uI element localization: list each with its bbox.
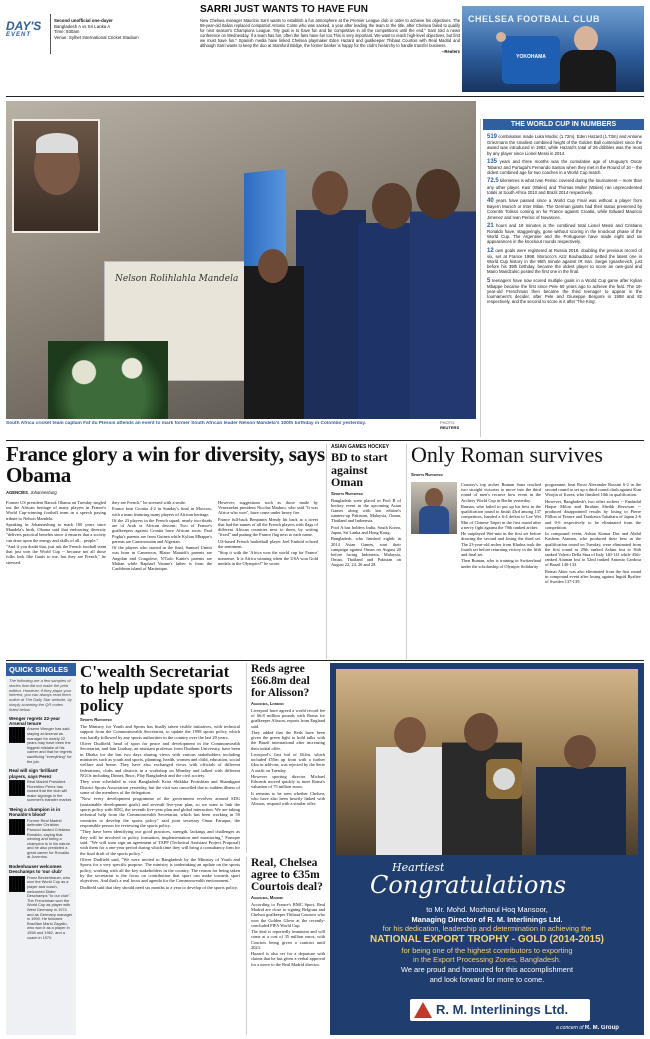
cwealth-paragraph: "They have been identifying our good practices, strength, lackings and challenges as they will be involved in policy formation, implementation and monitoring," Faruque said. "We will soon sign an agreement of TAPP (Technical Assistant Project Proposal) with them for a one-year period during which time they will bring a consultancy firm for the final draft of the sports policy." [80, 829, 240, 856]
hockey-paragraph: Bangladesh were placed in Pool B of hockey event in the upcoming Asian Games along with last edition's runners-up Pakistan, Malaysia, Oman, Thailand and Indonesia. [331, 497, 401, 524]
cwealth-headline: C'wealth Secretariat to help update sports policy [80, 663, 233, 715]
sarri-source: --Reuters [441, 49, 460, 55]
sarri-headline-rest: JUST WANTS TO HAVE FUN [231, 5, 368, 15]
photo-credit-label: PHOTO: [440, 421, 456, 425]
cwealth-paragraph: Dudfield said that they should need six months to a year to develop of the sports policy. [80, 884, 238, 890]
hockey-headline: BD to start against Oman [331, 450, 388, 489]
hockey-paragraph: Bangladesh, who finished eighth in 2014 Asian Games, start their campaign against Oman on August 20 before facing Indonesia, Malaysia, Oman, Thailand and Pakistan on August 22, 24, 26 and 28. [331, 536, 401, 568]
wc-item [487, 159, 642, 176]
obama-paragraph: France beat Croatia 4-2 in Sunday's final in Moscow, with a team featuring many players of African heritage. [112, 506, 212, 517]
ad-concern-prefix: a concern of [556, 1025, 584, 1031]
obama-paragraph: Former US president Barack Obama on Tuesday singled out the African heritage of many players in France's World Cup-winning football team in a speech paying tribute to Nelson Mandela. [6, 500, 106, 521]
player-2-head [372, 183, 412, 229]
wc-item-number: 72.5 [487, 178, 499, 185]
ad-logo-icon [414, 1002, 432, 1018]
ad-logo-bar [410, 999, 590, 1021]
event-line2: Time: 930am [54, 29, 80, 35]
obama-paragraph: they are French," he stressed with a smile. [112, 500, 187, 505]
qr-code-icon [9, 780, 25, 796]
cwealth-paragraph: The Ministry for Youth and Sports has finally taken visible initiatives, with technical support from the Commonwealth Secretariat, to update the 1998 sports policy which was hardly followed by any sports authorities in the country over the last 20 years. [80, 724, 240, 740]
sarri-body [200, 18, 460, 48]
hockey-body [331, 498, 401, 568]
quick-single-body: Former Real Madrid defender Christian Panucci lauded Cristiano Ronaldo, saying that winning and being a champion is in his nature and he also predicted a great career for Ronaldo at Juventus. [27, 817, 71, 860]
photo-credit [440, 421, 476, 431]
woman-head [258, 249, 288, 283]
hockey-kicker: ASIAN GAMES HOCKEY [331, 444, 390, 450]
qr-code-icon [9, 819, 25, 835]
quick-single-item [9, 807, 73, 860]
hockey-byline: Sports Reporter [331, 490, 363, 496]
roman-photo-body [419, 506, 449, 534]
obama-paragraph: Speaking in Johannesburg to mark 100 years since Mandela's birth, Obama said that embracing diversity "delivers practical benefits since it ensures that a society can draw upon the energy and skills of all... people." [6, 522, 106, 543]
photo-credit-source: REUTERS [440, 424, 460, 430]
quick-single-row [9, 727, 73, 764]
obama-story [6, 444, 326, 659]
event-label-line1: DAY'S [6, 20, 42, 33]
wc-item [487, 198, 642, 220]
top-rule [6, 96, 644, 97]
ad-group-name: R. M. Group [584, 1025, 619, 1031]
quick-single-title: Wenger regrets 22-year Arsenal tenure [9, 715, 60, 726]
qr-code-icon [9, 876, 25, 892]
ad-photo [336, 669, 638, 855]
quick-single-row [9, 876, 73, 940]
ad-line2: Managing Director of R. M. Interlinings Ltd. [411, 914, 563, 924]
player-1-head [312, 171, 348, 215]
ad-line5: for being one of the highest contributors to exporting [401, 945, 573, 955]
sarri-story [200, 5, 460, 93]
roman-paragraph: He outplayed Wei-min in the first set before drawing the second and losing the third set. The 23-year-old archer from Khulna took the fourth set before returning victory in the fifth and final set. [461, 531, 541, 558]
courtois-body [251, 902, 325, 967]
alisson-paragraph: Liverpool's first bid of £62m, which included £55m up front with a further £4m in add-ons, was rejected by the Serie A outfit on Tuesday. [251, 752, 325, 773]
jersey-sponsor: YOKOHAMA [516, 54, 546, 60]
event-details [54, 18, 202, 40]
woman-figure [244, 249, 304, 419]
sarri-body-text: New Chelsea manager Maurizio Sarri wants to establish a fun atmosphere at the Premier League club in order to achieve his objectives. The 59-year-old Italian replaced compatriot Antonio Conte who was sacked, a year after leading the team to the title, after Chelsea failed to qualify for next season's Champions League. "My goal is to have fun and be competitive in all the competitions until the end," Sarri told a news conference on Wednesday. If a team has fun, often the fans have fun too.This is very important. We want to reach high-level objectives, but first we must have fun." Spanish media have linked Chelsea playmaker Eden Hazard and goalkeeper Thibaut Courtois with Real Madrid and although Sarri wants to keep the duo at Stamford Bridge, the former banker is happy for the club's hierarchy to handle transfer business. [200, 18, 460, 48]
roman-col2 [545, 482, 641, 656]
quick-single-body: Real Madrid President Florentino Perez has vowed that the club will make signings in the summer's transfer market. [27, 778, 73, 803]
ad-person1-head [394, 717, 426, 753]
main-photo-caption-text: South Africa cricket team captain Faf du Plessis attends an event to mark former South African leader Nelson Mandela's 100th birthday in Colombo yesterday. [6, 421, 367, 426]
event-label [6, 20, 48, 50]
cwealth-story [80, 663, 242, 1035]
main-photo-caption [6, 421, 396, 427]
ad-company-name: R. M. Interlinings Ltd. [436, 1002, 569, 1017]
wc-item [487, 278, 642, 305]
flower-wreath [48, 341, 168, 419]
wc-item-number: 12 [487, 247, 494, 254]
ad-line6: in the Export Processing Zones, Bangladesh. [413, 955, 561, 965]
obama-paragraph: "And if you doubt that, just ask the French football team that just won the World Cup -- because not all those folks look like Gauls to me, but they are French," he stressed. [6, 544, 106, 565]
quick-single-row [9, 819, 73, 860]
mandela-portrait [12, 119, 100, 233]
portrait-hair [36, 133, 78, 153]
hand-left [496, 32, 506, 42]
roman-paragraph: In compound event, Ashim Kumar Das and Abdul Kashem Aiaman, who produced their best in the qualification round on Tuesday, were eliminated from the first round as 29th ranked Ashim lost to 36th ranked Valerio Della Stua of Italy 140-141 while 45th-ranked Aiaman lost to 52nd ranked Antonio Cardosa of Brazil 140-133. [545, 531, 641, 568]
sarri-figure-body [560, 50, 616, 92]
wc-item-number: 40 [487, 198, 494, 205]
alisson-paragraph: Liverpool have agreed a world record fee of 66.8 million pounds with Roma for goalkeeper Alisson, reports from England said. [251, 708, 325, 729]
roman-paragraph: Country's top archer Ruman Sana reached two straight victories to move into the third round of men's recurve bow event in the Archery World Cup in Berlin yesterday. [461, 482, 541, 503]
alisson-body [251, 708, 325, 806]
courtois-story [246, 857, 326, 1035]
courtois-paragraph: According to France's RMC Sport, Real Madrid are close to signing Belgium and Chelsea goalkeeper Thibaut Courtois who won the Golden Glove at the recently-concluded FIFA World Cup. [251, 902, 325, 928]
quick-single-title: 'Being a champion is in Ronaldo's blood' [9, 806, 61, 818]
sarri-headline [200, 5, 460, 15]
quick-singles [6, 663, 76, 1035]
ad-concern [556, 1025, 619, 1031]
event-line3: Venue: Sylhet International Cricket Stadium [54, 34, 139, 40]
wc-item-number: 5 [487, 277, 491, 284]
sarri-photo-banner: CHELSEA FOOTBALL CLUB [468, 14, 600, 24]
quick-single-body: Arsene Wenger has said staying at Arsenal as manager for nearly 22 years may have been the biggest mistake of his career and that he regrets sacrificing "everything" for the job. [27, 726, 72, 764]
ad-person2-head [464, 713, 498, 751]
ad-photo-person3 [536, 729, 626, 855]
quick-singles-intro: The following are a few samples of stories that did not make the print edition. However, if they pique your interest, you can always read them online at The Daily Star website, by simply scanning the QR codes listed below. [9, 678, 72, 712]
quick-single-body: Franz Beckenbauer, who won the World Cup as a player and coach, welcomed Didier Deschamps "to our club". The Frenchman won the World Cup as player with West Germany in 1974 and as Germany manager in 1990. He followed Brazilian Mario Zagallo, who won it as a player in 1958 and 1962, and a coach in 1970. [27, 874, 73, 940]
ad-photo-person1 [376, 709, 446, 855]
hockey-story [326, 444, 402, 659]
obama-byline: AGENCIES, Johannesburg [6, 490, 57, 495]
player-3 [410, 131, 476, 419]
roman-paragraph: Then Ruman, who is training in Switzerland under the scholarship of Olympic Solidarity [461, 558, 541, 569]
cwealth-body [80, 724, 240, 890]
cwealth-paragraph: They were scheduled to visit Bangladesh Krira Shikkha Protishtan and Shamkgani District Sports Association yesterday, but the visit was cancelled due to sudden illness of some of the members of the delegation. [80, 779, 240, 795]
wc-header: THE WORLD CUP IN NUMBERS [483, 119, 644, 130]
wc-item [487, 223, 642, 245]
obama-col3 [218, 500, 318, 655]
courtois-paragraph: Hazard is also set for a departure with claims that he has given a verbal approval for a move to the Real Madrid director. [251, 951, 325, 967]
main-photo [6, 101, 476, 419]
ad-line4: NATIONAL EXPORT TROPHY - GOLD (2014-2015) [370, 933, 604, 945]
event-label-line2: EVENT [6, 32, 32, 38]
roman-photo-head [425, 488, 443, 508]
alisson-paragraph: It remains to be seen whether Chelsea, who have also been heavily linked with Alisson, respond with a similar offer. [251, 790, 325, 807]
quick-single-row [9, 780, 73, 803]
wc-item-text: hours and 18 minutes is the combined total Lionel Messi and Cristiano Ronaldo have, staggeringly, gone without scoring in the knockout phase of the World Cup. The Argentine and the Portuguese have made eight and six appearances in the knockout rounds respectively. [487, 222, 642, 245]
world-cup-numbers [480, 119, 644, 437]
ad-person3-head [564, 735, 596, 769]
jersey-held [502, 36, 560, 84]
quick-single-item [9, 768, 73, 803]
quick-singles-list [6, 716, 76, 941]
wc-item-text: own goals were registered at Russia 2018, doubling the previous record of six, set at France 1998. Morocco's Aziz Bouhaddouz netted the latest one in World Cup history in the 95th minute against IR Iran. Sergei Ignashevich, just before his 39th birthday, became the oldest player to score an own-goal and Mario Mandzukic posted the first one in the final. [487, 247, 642, 275]
wc-item [487, 178, 642, 195]
quick-single-title: Real will sign 'brilliant' players, says Perez [9, 768, 59, 779]
sarri-figure-head [574, 26, 598, 52]
ad-line1: to Mr. Mohd. Mozharul Hoq Mansoor, [426, 905, 548, 914]
alisson-headline: Reds agree £66.8m deal for Alisson? [251, 663, 310, 699]
quick-single-item [9, 716, 73, 765]
alisson-story [246, 663, 326, 853]
hockey-paragraph: Pool A has holders India, South Korea, Japan, Sri Lanka and Hong Kong. [331, 524, 401, 535]
roman-paragraph: Romai Akter was also eliminated from the first round in compound event after losing against Ingrid Ryaliev of Sweden 137-139. [545, 568, 641, 585]
obama-byline-src: AGENCIES [6, 490, 28, 495]
obama-paragraph: US-based French basketball player Joel Embiid echoed the sentiment. [218, 538, 318, 549]
alisson-paragraph: They added that the Reds have been given the green light to hold talks with the Brazil international after increasing their initial offer. [251, 730, 325, 751]
roman-headline: Only Roman survives [411, 444, 603, 467]
quick-single-title: Bodenhauser welcomes Deschamps to 'our club' [9, 864, 62, 875]
qr-code-icon [9, 727, 25, 743]
wc-item-number: 519 [487, 134, 498, 140]
cwealth-paragraph: Oliver Dudfield, head of sport for peace and development in the Commonwealth Secretariat, and Iain Lindsay, an assistant professor from Dunham University, have been in Dhaka for the last two days sharing views with various stakeholders including ministries such as youth and sports, planning, health, women and child, education, social welfare and home. They have also exchanged views with officials of different federations, clubs and districts in a workshop on Monday and talked with different NGOs including Dinnet, Bnoc, Play Bangladesh and the civil society. [80, 741, 240, 778]
obama-paragraph: France full-back Benjamin Mendy hit back at a tweet that had the names of all the French players with flags of different African countries next to them, by writing "fixed" and putting the France flag next to each name. [218, 516, 318, 538]
wc-list [481, 134, 644, 305]
lower-rule [6, 660, 644, 661]
mid-rule [6, 440, 644, 441]
event-divider [50, 14, 51, 54]
courtois-headline: Real, Chelsea agree to €35m Courtois deal? [251, 857, 323, 893]
alisson-paragraph: However sporting director Michael Edwards moved quickly to meet Roma's valuation of 75 million euros. [251, 774, 325, 790]
ad-message [340, 905, 634, 984]
obama-col1 [6, 500, 106, 655]
todays-event [6, 8, 202, 60]
courtois-byline: Agencies, Madrid [251, 895, 283, 900]
roman-col1 [461, 482, 541, 656]
event-line1: Bangladesh A vs Sri Lanka A [54, 23, 111, 29]
quick-single-item [9, 864, 73, 940]
roman-photo [411, 482, 457, 534]
ad-trophy [486, 759, 522, 799]
cwealth-byline: Sports Reporter [80, 717, 112, 722]
cwealth-paragraph: Oliver Dudfield said, "We were invited to Bangladesh by the Ministry of Youth and Sports for a very specific purpose. The ministry is undertaking an update on the sports policy, working with all the key stakeholders in the country. The reason for being taken by the secretariat is the focus on contribution that sport can make towards sport objectives. And that's a real focus and agenda for the Commonwealth environment." [80, 857, 240, 884]
roman-byline: Sports Reporter [411, 472, 443, 477]
event-title: Second unofficial one-dayer [54, 18, 113, 23]
cwealth-paragraph: "Now every development programme of the government revolves around SDG (sustainable development goals) and seventh five-year plan, so we want to link the sports policy with SDG, the seventh five-year plan and global interaction. We are taking technical help from the Commonwealth Secretariat, which has been working in 50 countries to develop the sports policy" said joint secretary Omar Faruque, the responsible person for reviewing the sports policy. [80, 796, 240, 828]
obama-paragraph: Of the players who started in the final, Samuel Umtiti was born in Cameroon, Blaise Matuidi's parents are Angolan and Congolese, N'Golo Kante's parents are Malian while Raphael Varane's father is from the Caribbean island of Martinique. [112, 545, 212, 571]
roman-paragraph: programme, beat Rossi Alexander Rossini 6-2 in the second round to set up a third round clash against Kim Woojin of Korea, who finished 10th in qualification. [545, 482, 641, 498]
quick-singles-header: QUICK SINGLES [6, 663, 76, 676]
ad-line3: for his dedication, leadership and determination in achieving the [382, 924, 592, 934]
player-3-head [416, 169, 460, 219]
ad-line8: and look forward for more to come. [429, 974, 545, 984]
wc-item-text: kilometres is what Ivan Perisic covered during the tournament -- more than any other player. Kasr (Wales) and Thomas Muller (Wales) ran unprecedented totals at South Africa 2010 and Brazil 2014 respectively. [487, 178, 642, 195]
player-1 [296, 151, 366, 419]
ad-congrats: Congratulations [370, 871, 567, 899]
roman-story [406, 444, 644, 659]
wc-item-text: teenagers have now scored multiple goals in a World Cup game after Kylian Mbappe became the first since Pele 60 years ago to achieve the feat. The 19-year-old Frenchman then became the third teenager to appear in the tournament's decider, after Pele and Giuseppe Bergomi in 1958 and 82 respectively, and the second to score in it after 'The King'. [487, 277, 642, 305]
wc-item-number: 21 [487, 222, 494, 229]
obama-paragraph: Of the 23 players in the French squad, nearly two-thirds are of Arab or African descent: Two of France's goalkeepers against Croatia have African roots: Paul Pogba's parents are from Guinea while Kylian Mbappe's parents are Cameroonian and Algerian. [112, 517, 212, 544]
wc-item [487, 248, 642, 275]
alisson-byline: Agencies, London [251, 701, 284, 706]
obama-paragraph: However, suggestions such as those made by Venezuelan president Nicolas Maduro, who said "It was Africa who won", have come under heavy fire. [218, 500, 318, 516]
mandela-banner-text: Nelson Rolihlahla Mandela [115, 274, 239, 284]
wc-item-text: years have passed since a World Cup Final was without a player from Bayern Munich or Inter Milan. The German giants had their status preserved by Corentin Tolisso coming on for France against Croatia, while Edward Mauricio Jimenez and Ivan Perisic of Novasces. [487, 198, 642, 220]
wc-item [487, 134, 642, 156]
sarri-photo [462, 6, 644, 92]
obama-col2 [112, 500, 212, 655]
obama-paragraph: "Stop it with the 'Africa won the world cup for France' nonsense. It is Africa winning when the USA won Gold medals in the Olympics!" he wrote. [218, 550, 318, 566]
roman-paragraph: However, Bangladesh's two other archers -- Emdadul Haque Milon and Ibrahim Sheikh Rezowan -- produced disappointed results by losing to Pierre Plillon of France and Tarukawa Takaharu of Japan 2-6 and 0-6 respectively to be eliminated from the competition. [545, 498, 641, 530]
roman-paragraph: Ruman, who failed to put up his best in the qualification round to finish 43rd among 137 competitors, handed a 6-4 defeat to Lee Wei Min of Chinese Taipei in the first round after a nervy fight against the 70th ranked archer. [461, 504, 541, 530]
obama-byline-city: Johannesburg [30, 490, 57, 495]
ad-line7: We are proud and honoured for this accomplishment [401, 964, 573, 974]
obama-headline: France glory a win for diversity, says Obama [6, 444, 325, 487]
sarri-headline-prefix: SARRI [200, 5, 232, 15]
ad-heartiest: Heartiest [392, 861, 445, 874]
wc-item-number: 135 [487, 158, 498, 165]
courtois-paragraph: The deal is reportedly imminent and will come at a cost of 35 million euros, with Courtois being given a contract until 2023. [251, 929, 325, 950]
ad-congratulations [330, 663, 644, 1035]
wc-item-text: years and three months was the cumulative age of Uruguay's Oscar Tabarez and Portugal's Fernando Santos when they met in the Round of 16 -- the oldest combined age for two coaches in a World Cup match. [487, 158, 642, 176]
wc-item-text: combination made Luka Modric (1.72m), Eden Hazard (1.73m) and Antoine Griezmann the smallest combined height of the Golden Ball contenders since the award was introduced in 1982, while Hazard's total of 26 dribbles was the most by any player since Lionel Messi in 2014. [487, 134, 642, 156]
